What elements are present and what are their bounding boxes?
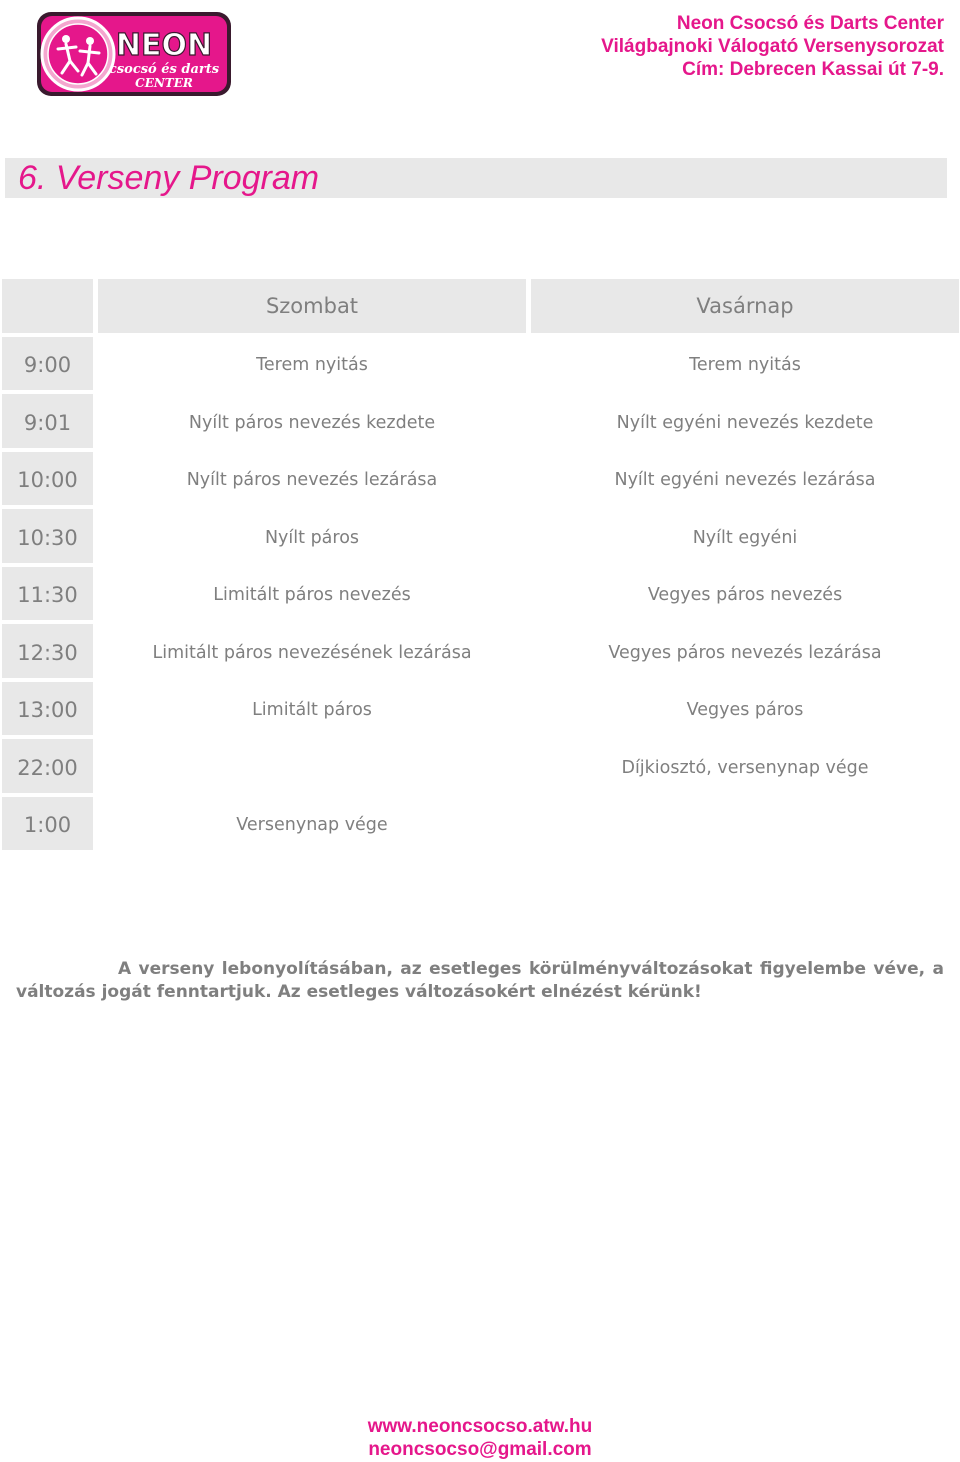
saturday-cell [98,739,526,797]
sunday-cell: Díjkiosztó, versenynap vége [621,757,869,778]
saturday-cell: Limitált páros nevezésének lezárása [152,642,472,663]
saturday-cell: Limitált páros nevezés [213,585,411,606]
sunday-cell: Vegyes páros [686,700,804,721]
header-time-cell [2,279,93,333]
schedule-row [2,394,960,452]
schedule-row [2,509,960,567]
time-cell: 10:30 [2,509,93,563]
schedule-header-row [2,279,960,333]
saturday-cell: Terem nyitás [256,355,368,376]
schedule-row [2,682,960,740]
email-link[interactable]: neoncsocso@gmail.com [368,1439,592,1460]
saturday-cell: Nyílt páros [264,527,360,548]
header-address: Cím: Debrecen Kassai út 7-9. [682,59,944,80]
sunday-cell: Nyílt egyéni nevezés kezdete [616,412,874,433]
header-company-name: Neon Csocsó és Darts Center [676,13,944,34]
time-cell: 9:01 [2,394,93,448]
schedule-row [2,567,960,625]
time-cell: 1:00 [2,797,93,851]
time-cell: 12:30 [2,624,93,678]
saturday-cell: Nyílt páros nevezés kezdete [188,412,436,433]
footer [0,1415,960,1461]
saturday-cell: Nyílt páros nevezés lezárása [186,470,438,491]
sunday-cell [531,797,959,855]
time-cell: 13:00 [2,682,93,736]
disclaimer-note: A verseny lebonyolításában, az esetleges körülményváltozásokat figyelembe véve, a változás jogát fenntartjuk. Az esetleges változásokért elnézést kérünk! [16,959,944,1002]
schedule-row [2,797,960,855]
schedule-row [2,624,960,682]
section-title: 6. Verseny Program [5,158,947,198]
time-cell: 9:00 [2,337,93,391]
header-saturday: Szombat [98,279,526,333]
saturday-cell: Versenynap vége [236,815,388,836]
sunday-cell: Terem nyitás [689,355,801,376]
logo-brand: NEON [115,28,213,63]
saturday-cell: Limitált páros [252,700,372,721]
sunday-cell: Nyílt egyéni [692,527,798,548]
neon-logo-graphic [36,11,232,97]
logo-line2: CENTER [135,76,193,90]
schedule-row [2,452,960,510]
time-cell: 11:30 [2,567,93,621]
sunday-cell: Vegyes páros nevezés lezárása [608,642,882,663]
schedule-row [2,337,960,395]
header-series-name: Világbajnoki Válogató Versenysorozat [601,36,944,57]
schedule-table [2,279,960,854]
time-cell: 10:00 [2,452,93,506]
schedule-row [2,739,960,797]
website-link[interactable]: www.neoncsocso.atw.hu [367,1416,593,1437]
sunday-cell: Vegyes páros nevezés [647,585,843,606]
time-cell: 22:00 [2,739,93,793]
header-info [601,12,944,81]
neon-logo [36,11,232,97]
header-sunday: Vasárnap [531,279,959,333]
logo-line1: csocsó és darts [108,62,220,77]
sunday-cell: Nyílt egyéni nevezés lezárása [614,470,876,491]
